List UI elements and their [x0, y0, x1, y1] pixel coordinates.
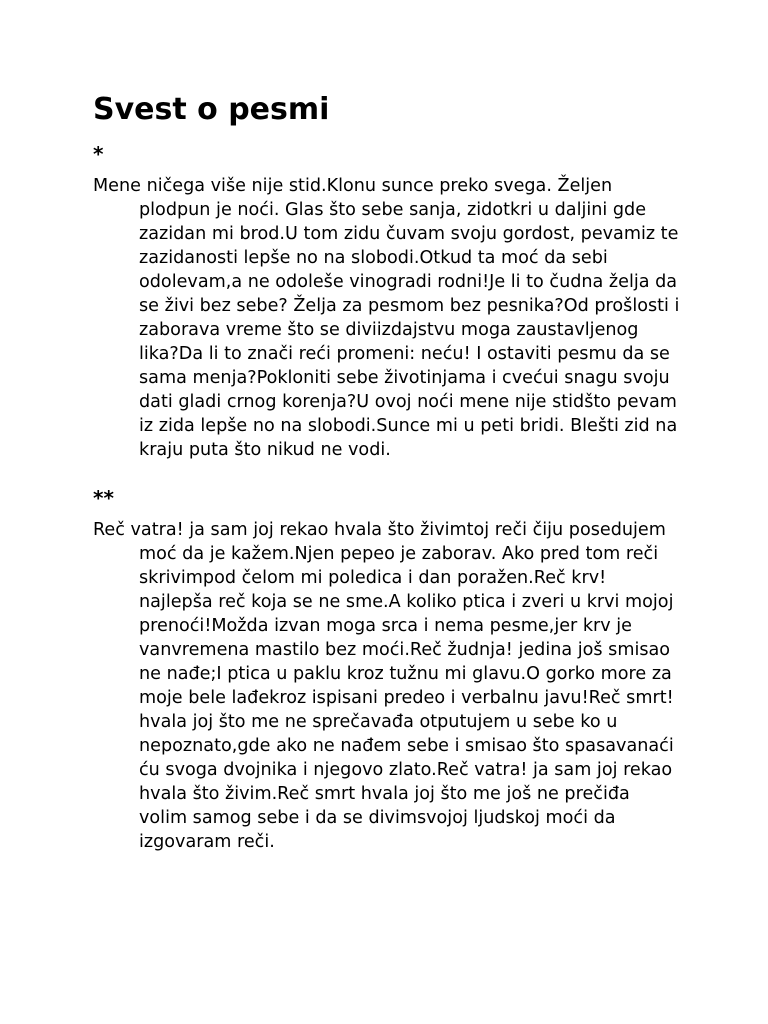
document-title: Svest o pesmi [93, 92, 330, 127]
section-mark-1: * [93, 142, 104, 166]
paragraph-1: Mene ničega više nije stid.Klonu sunce preko svega. Željen plodpun je noći. Glas što sebe sanja, zidotkri u daljini gde zazidan mi brod.U tom zidu čuvam svoju gordost, pevamiz te zazidanosti lepše no na slobodi.Otkud ta moć da sebi odolevam,a ne odoleše vinogradi rodni!Je li to čudna želja da se živi bez sebe? Želja za pesmom bez pesnika?Od prošlosti i zaborava vreme što se diviizdajstvu moga zaustavljenog lika?Da li to znači reći promeni: neću! I ostaviti pesmu da se sama menja?Pokloniti sebe životinjama i cvećui snagu svoju dati gladi crnog korenja?U ovoj noći mene nije stidšto pevam iz zida lepše no na slobodi.Sunce mi u peti bridi. Blešti zid na kraju puta što nikud ne vodi. [93, 176, 680, 460]
section-mark-2: ** [93, 486, 114, 510]
document-page [93, 88, 683, 854]
paragraph-2: Reč vatra! ja sam joj rekao hvala što živimtoj reči čiju posedujem moć da je kažem.Njen pepeo je zaborav. Ako pred tom reči skrivimpod čelom mi poledica i dan poražen.Reč krv! najlepša reč koja se ne sme.A koliko ptica i zveri u krvi mojoj prenoći!Možda izvan moga srca i nema pesme,jer krv je vanvremena mastilo bez moći.Reč žudnja! jedina još smisao ne nađe;I ptica u paklu kroz tužnu mi glavu.O gorko more za moje bele lađekroz ispisani predeo i verbalnu javu!Reč smrt! hvala joj što me ne sprečavađa otputujem u sebe ko u nepoznato,gde ako ne nađem sebe i smisao što spasavanaći ću svoga dvojnika i njegovo zlato.Reč vatra! ja sam joj rekao hvala što živim.Reč smrt hvala joj što me još ne prečiđa volim samog sebe i da se divimsvojoj ljudskoj moći da izgovaram reči. [93, 520, 674, 852]
